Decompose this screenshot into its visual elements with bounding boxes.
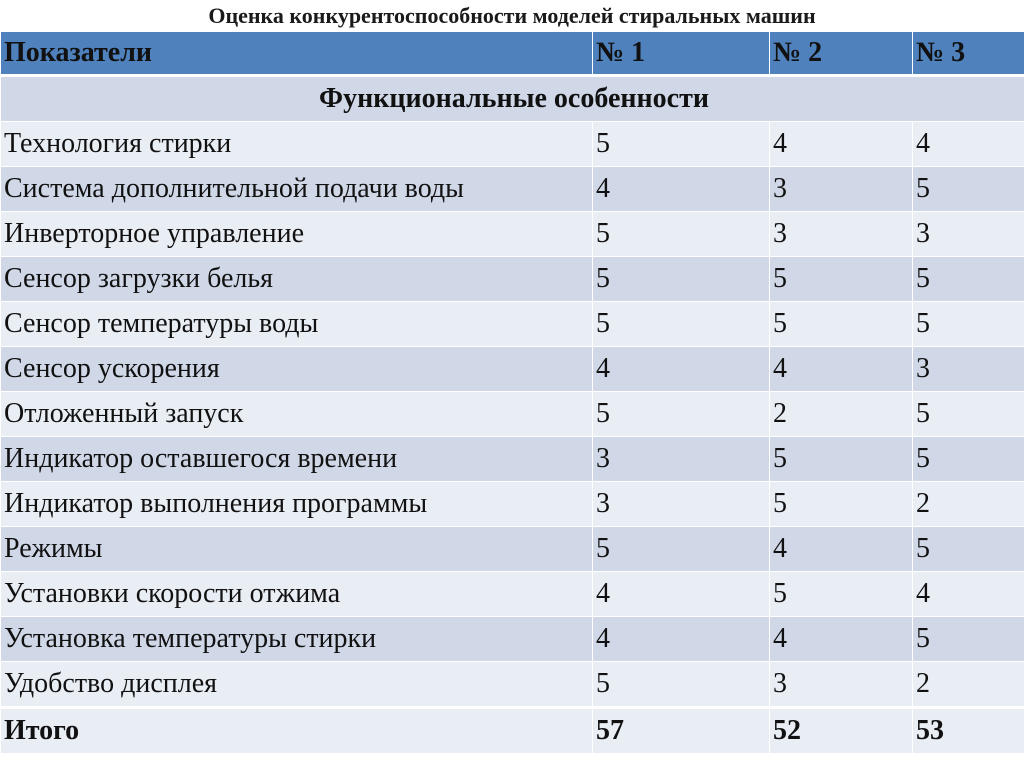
score-model-3: 3 xyxy=(913,347,1024,392)
row-label: Инверторное управление xyxy=(1,212,593,257)
section-title: Функциональные особенности xyxy=(1,76,1024,122)
score-model-2: 3 xyxy=(770,212,913,257)
section-header-row xyxy=(1,76,1024,122)
score-model-2: 4 xyxy=(770,122,913,167)
total-model-2: 52 xyxy=(770,708,913,754)
score-model-2: 4 xyxy=(770,617,913,662)
row-label: Установки скорости отжима xyxy=(1,572,593,617)
table-row xyxy=(1,392,1024,437)
score-model-2: 5 xyxy=(770,482,913,527)
score-model-3: 2 xyxy=(913,662,1024,708)
row-label: Система дополнительной подачи воды xyxy=(1,167,593,212)
row-label: Удобство дисплея xyxy=(1,662,593,708)
score-model-2: 5 xyxy=(770,302,913,347)
total-label: Итого xyxy=(1,708,593,754)
row-label: Режимы xyxy=(1,527,593,572)
score-model-2: 5 xyxy=(770,257,913,302)
page-title: Оценка конкурентоспособности моделей стиральных машин xyxy=(208,3,816,28)
score-model-3: 5 xyxy=(913,617,1024,662)
score-model-1: 3 xyxy=(593,482,770,527)
table-header-row xyxy=(1,32,1024,76)
score-model-3: 5 xyxy=(913,167,1024,212)
score-model-2: 3 xyxy=(770,167,913,212)
row-label: Сенсор загрузки белья xyxy=(1,257,593,302)
score-model-3: 5 xyxy=(913,527,1024,572)
score-model-1: 5 xyxy=(593,302,770,347)
row-label: Установка температуры стирки xyxy=(1,617,593,662)
score-model-2: 4 xyxy=(770,347,913,392)
column-header-model-1: № 1 xyxy=(593,32,770,76)
score-model-2: 5 xyxy=(770,437,913,482)
table-row xyxy=(1,122,1024,167)
competitiveness-table xyxy=(0,31,1024,754)
table-row xyxy=(1,212,1024,257)
row-label: Индикатор оставшегося времени xyxy=(1,437,593,482)
table-row xyxy=(1,302,1024,347)
table-row xyxy=(1,662,1024,708)
score-model-3: 3 xyxy=(913,212,1024,257)
column-header-indicators: Показатели xyxy=(1,32,593,76)
score-model-1: 4 xyxy=(593,167,770,212)
score-model-2: 4 xyxy=(770,527,913,572)
row-label: Сенсор ускорения xyxy=(1,347,593,392)
score-model-3: 4 xyxy=(913,122,1024,167)
total-model-3: 53 xyxy=(913,708,1024,754)
row-label: Индикатор выполнения программы xyxy=(1,482,593,527)
score-model-1: 5 xyxy=(593,527,770,572)
score-model-2: 3 xyxy=(770,662,913,708)
row-label: Технология стирки xyxy=(1,122,593,167)
score-model-3: 2 xyxy=(913,482,1024,527)
score-model-1: 5 xyxy=(593,662,770,708)
column-header-model-2: № 2 xyxy=(770,32,913,76)
score-model-2: 2 xyxy=(770,392,913,437)
score-model-2: 5 xyxy=(770,572,913,617)
score-model-1: 3 xyxy=(593,437,770,482)
score-model-1: 5 xyxy=(593,392,770,437)
score-model-3: 5 xyxy=(913,302,1024,347)
table-row xyxy=(1,437,1024,482)
score-model-3: 5 xyxy=(913,392,1024,437)
table-row xyxy=(1,167,1024,212)
score-model-3: 4 xyxy=(913,572,1024,617)
table-row xyxy=(1,347,1024,392)
score-model-3: 5 xyxy=(913,437,1024,482)
score-model-1: 4 xyxy=(593,572,770,617)
total-model-1: 57 xyxy=(593,708,770,754)
score-model-1: 5 xyxy=(593,257,770,302)
score-model-1: 4 xyxy=(593,617,770,662)
score-model-1: 5 xyxy=(593,212,770,257)
score-model-3: 5 xyxy=(913,257,1024,302)
column-header-model-3: № 3 xyxy=(913,32,1024,76)
row-label: Отложенный запуск xyxy=(1,392,593,437)
table-row xyxy=(1,257,1024,302)
total-row xyxy=(1,708,1024,754)
score-model-1: 4 xyxy=(593,347,770,392)
table-row xyxy=(1,527,1024,572)
row-label: Сенсор температуры воды xyxy=(1,302,593,347)
table-row xyxy=(1,572,1024,617)
score-model-1: 5 xyxy=(593,122,770,167)
table-row xyxy=(1,617,1024,662)
table-row xyxy=(1,482,1024,527)
